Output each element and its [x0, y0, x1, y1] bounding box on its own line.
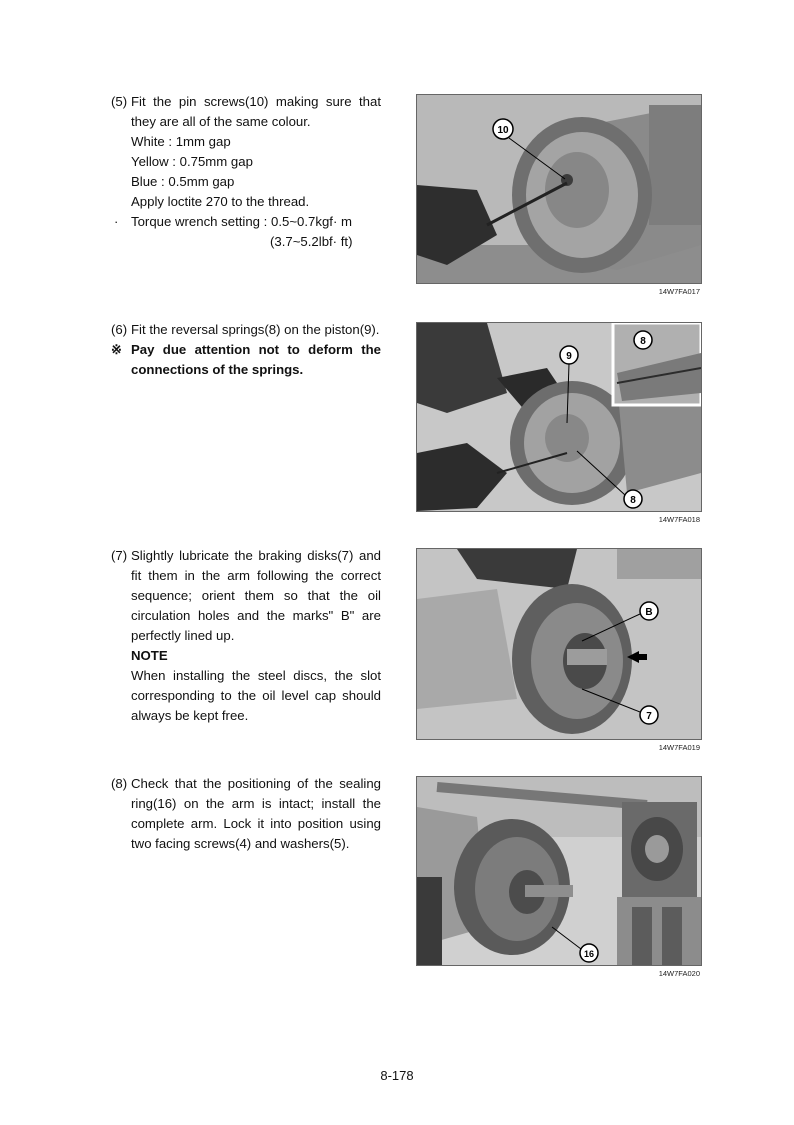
callout-9: 9 — [566, 351, 572, 362]
photo-braking-disks — [417, 549, 701, 739]
torque-value: (3.7~5.2lbf· ft) — [270, 234, 353, 249]
callout-16: 16 — [583, 949, 595, 959]
figure-caption-3: 14W7FA019 — [658, 743, 700, 752]
figure-caption-2: 14W7FA018 — [658, 515, 700, 524]
step-number: (7) — [111, 548, 128, 563]
step-text: Check that the positioning of the sealing ring(16) on the arm is intact; install the complete arm. Lock it into position using two facing screws(4) and washers(5). — [131, 776, 381, 851]
callout-8-inset: 8 — [640, 336, 646, 347]
step-number: (5) — [111, 94, 128, 109]
callout-B: B — [645, 607, 653, 618]
photo-reversal-springs — [417, 323, 701, 511]
callout-10: 10 — [497, 125, 509, 136]
step-number: (8) — [111, 776, 128, 791]
step-7 — [111, 546, 381, 726]
note-heading: NOTE — [131, 648, 168, 663]
callout-8: 8 — [630, 495, 636, 506]
step-text: Slightly lubricate the braking disks(7) and fit them in the arm following the correct sequence; orient them so that the oil circulation holes and the marks" B" are perfectly lined up. — [131, 548, 381, 643]
step-8 — [111, 774, 381, 854]
callout-7: 7 — [646, 711, 652, 722]
bullet: · — [114, 214, 119, 229]
gap-yellow: Yellow : 0.75mm gap — [131, 154, 253, 169]
step-6 — [111, 320, 381, 380]
figure-photo-1 — [416, 94, 702, 284]
step-text: Fit the reversal springs(8) on the piston(9). — [131, 322, 380, 337]
step-5 — [111, 92, 381, 252]
figure-photo-3 — [416, 548, 702, 740]
figure-photo-4 — [416, 776, 702, 966]
gap-blue: Blue : 0.5mm gap — [131, 174, 235, 189]
caution-text: Pay due attention not to deform the connections of the springs. — [131, 342, 381, 377]
step-number: (6) — [111, 322, 128, 337]
figure-caption-1: 14W7FA017 — [658, 287, 700, 296]
page-number: 8-178 — [380, 1068, 414, 1083]
note-mark: ※ — [111, 342, 123, 357]
gap-white: White : 1mm gap — [131, 134, 231, 149]
figure-caption-4: 14W7FA020 — [658, 969, 700, 978]
note-text: When installing the steel discs, the slot corresponding to the oil level cap should always be kept free. — [131, 668, 381, 723]
photo-install-arm — [417, 777, 701, 965]
loctite-note: Apply loctite 270 to the thread. — [131, 194, 310, 209]
photo-pin-screws — [417, 95, 701, 283]
torque-label: Torque wrench setting : 0.5~0.7kgf· m — [131, 214, 353, 229]
figure-photo-2 — [416, 322, 702, 512]
step-text: Fit the pin screws(10) making sure that they are all of the same colour. — [131, 94, 381, 129]
